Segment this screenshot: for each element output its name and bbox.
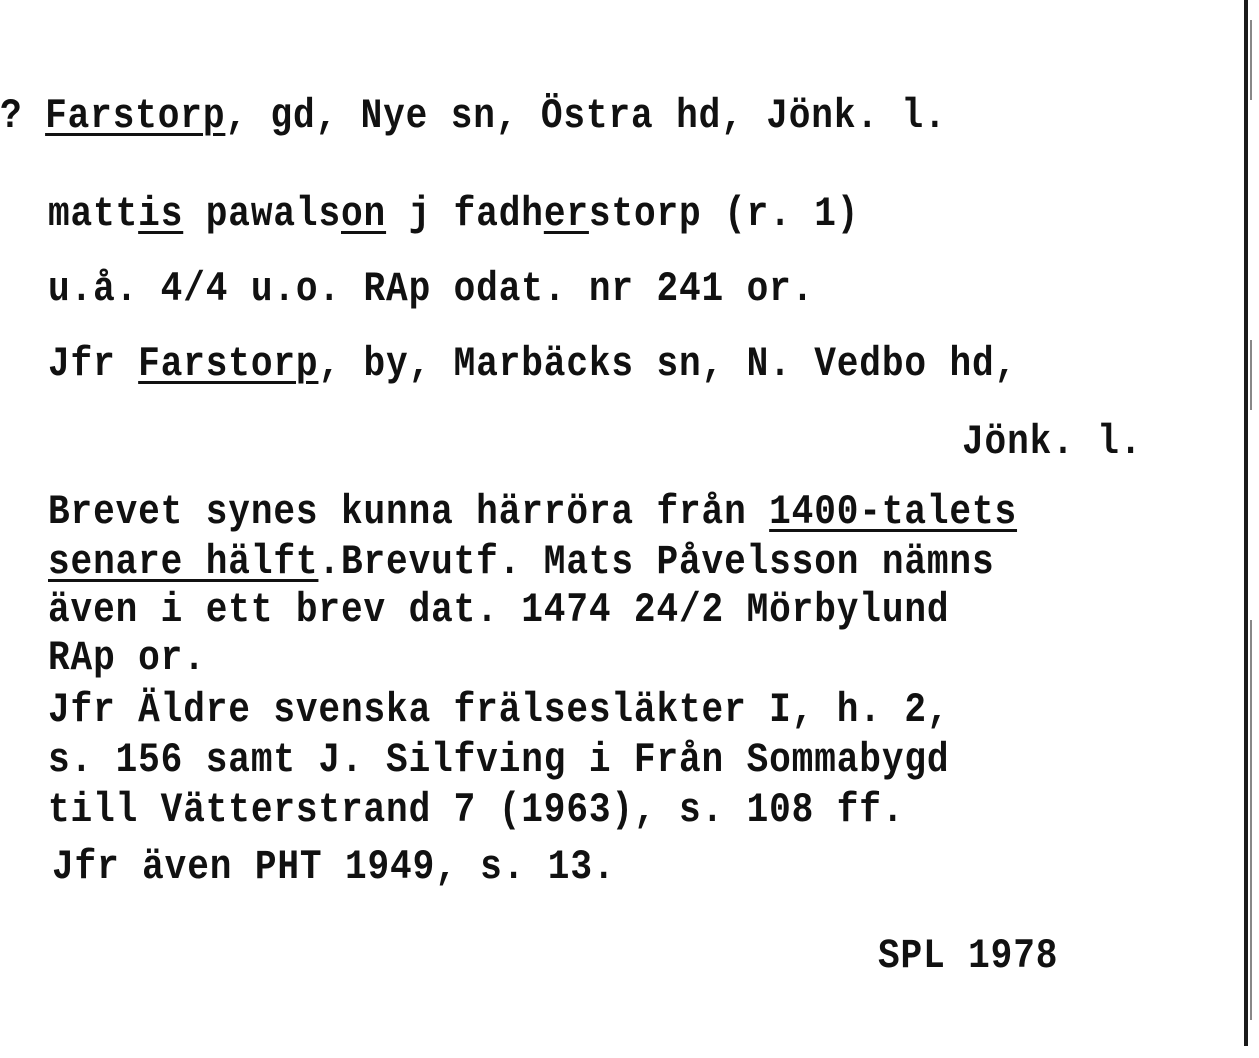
quote-part: matt <box>48 190 139 238</box>
question-mark: ? <box>0 92 46 140</box>
note-line-1 <box>48 488 1017 536</box>
cross-reference-line <box>48 340 1017 388</box>
note-dating: 1400-talets <box>769 488 1018 536</box>
quote-part: storp (r. 1) <box>588 190 860 238</box>
literature-line-4: Jfr även PHT 1949, s. 13. <box>52 843 616 891</box>
entry-heading-name: Farstorp <box>45 92 226 140</box>
source-line: u.å. 4/4 u.o. RAp odat. nr 241 or. <box>48 265 815 313</box>
note-line-3: även i ett brev dat. 1474 24/2 Mörbylund <box>48 586 950 634</box>
quote-underlined-part: er <box>543 190 589 238</box>
cross-reference-name: Farstorp <box>138 340 319 388</box>
note-dating-continued: senare hälft <box>48 538 319 586</box>
entry-heading-location: , gd, Nye sn, Östra hd, Jönk. l. <box>225 92 947 140</box>
note-text: Brevet synes kunna härröra från <box>48 488 770 536</box>
cross-reference-prefix: Jfr <box>48 340 139 388</box>
literature-line-3: till Vätterstrand 7 (1963), s. 108 ff. <box>48 786 905 834</box>
quote-line <box>48 190 859 238</box>
literature-line-2: s. 156 samt J. Silfving i Från Sommabygd <box>48 736 950 784</box>
cross-reference-county: Jönk. l. <box>962 418 1143 466</box>
quote-part: j fadh <box>386 190 544 238</box>
note-line-4: RAp or. <box>48 634 206 682</box>
note-text: .Brevutf. Mats Påvelsson nämns <box>318 538 995 586</box>
quote-part: pawals <box>183 190 341 238</box>
card-edge-mark <box>1250 20 1252 100</box>
quote-underlined-part: is <box>138 190 184 238</box>
card-edge-mark <box>1250 620 1252 1020</box>
entry-heading-line <box>0 92 947 140</box>
quote-underlined-part: on <box>340 190 387 238</box>
signature-year: SPL 1978 <box>878 932 1059 980</box>
card-edge-mark <box>1250 340 1252 410</box>
card-right-edge <box>1244 0 1248 1046</box>
cross-reference-location: , by, Marbäcks sn, N. Vedbo hd, <box>318 340 1018 388</box>
note-line-2 <box>48 538 994 586</box>
literature-line-1: Jfr Äldre svenska frälsesläkter I, h. 2, <box>48 686 950 734</box>
